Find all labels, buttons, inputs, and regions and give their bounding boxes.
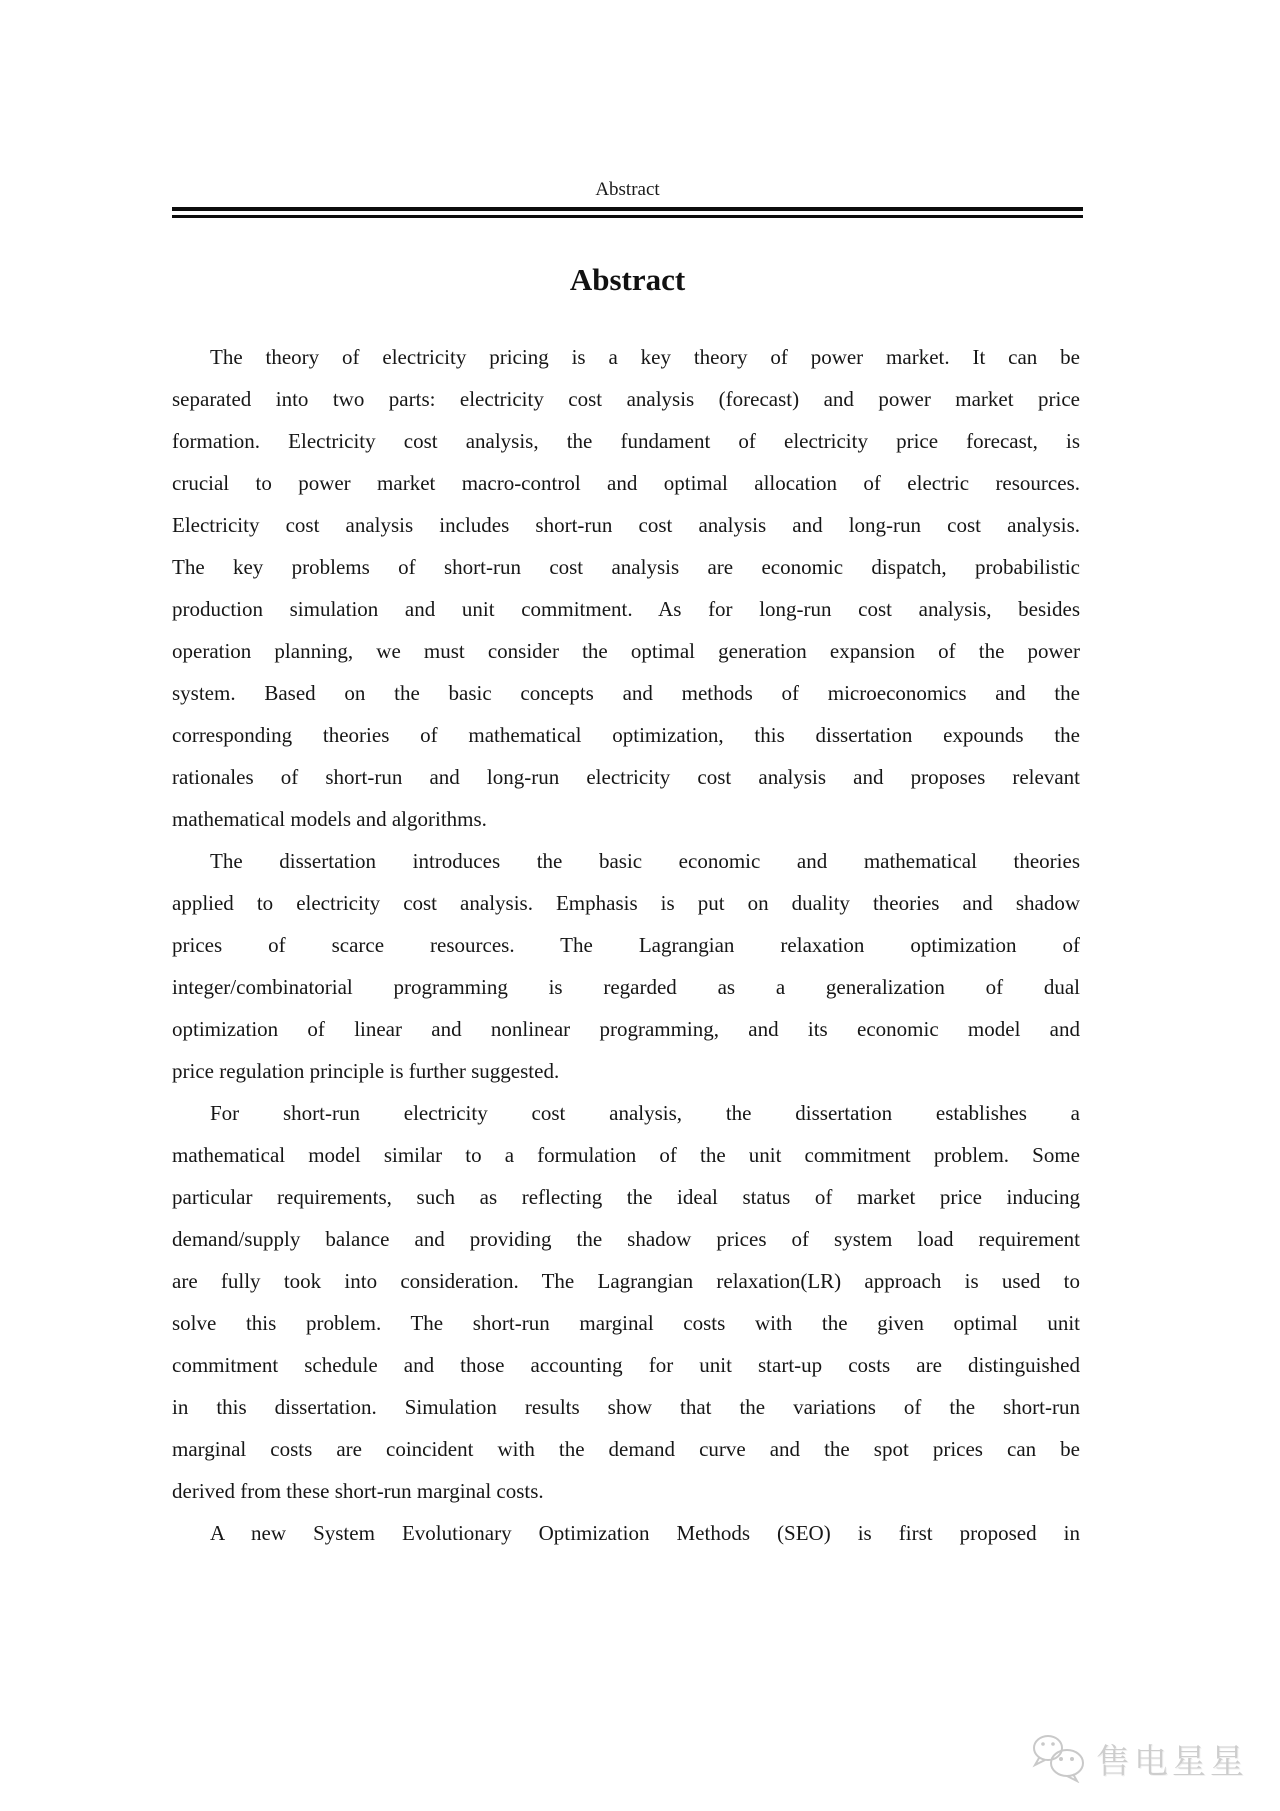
watermark-label: 售电星星 <box>1096 1741 1248 1782</box>
page-title: Abstract <box>569 262 686 297</box>
paragraph-line: mathematical model similar to a formulation of the unit commitment problem. Some <box>172 1143 1080 1167</box>
paragraph-line: system. Based on the basic concepts and methods of microeconomics and the <box>172 681 1080 705</box>
paragraph-line: optimization of linear and nonlinear programming, and its economic model and <box>172 1017 1080 1041</box>
paragraph-line: in this dissertation. Simulation results show that the variations of the short-run <box>172 1395 1080 1419</box>
paragraph-line: integer/combinatorial programming is regarded as a generalization of dual <box>172 975 1080 999</box>
header-double-rule <box>172 207 1083 218</box>
paragraph-line: Electricity cost analysis includes short-run cost analysis and long-run cost analysis. <box>172 513 1080 537</box>
paragraph-line: operation planning, we must consider the optimal generation expansion of the power <box>172 639 1080 663</box>
running-head: Abstract <box>595 179 660 200</box>
paragraph-line: rationales of short-run and long-run electricity cost analysis and proposes relevant <box>172 765 1080 789</box>
paragraph-line: derived from these short-run marginal costs. <box>172 1479 544 1503</box>
paragraph-line: corresponding theories of mathematical optimization, this dissertation expounds the <box>172 723 1080 747</box>
paragraph <box>172 840 1080 1092</box>
watermark <box>1030 1733 1248 1783</box>
paragraph-line: The theory of electricity pricing is a key theory of power market. It can be <box>210 345 1080 369</box>
paragraph-line: applied to electricity cost analysis. Emphasis is put on duality theories and shadow <box>172 891 1080 915</box>
paragraph-line: particular requirements, such as reflecting the ideal status of market price inducing <box>172 1185 1080 1209</box>
paragraph-line: price regulation principle is further suggested. <box>172 1059 560 1083</box>
paragraph-line: mathematical models and algorithms. <box>172 807 487 831</box>
paragraph-line: marginal costs are coincident with the demand curve and the spot prices can be <box>172 1437 1080 1461</box>
paragraph-line: solve this problem. The short-run marginal costs with the given optimal unit <box>172 1311 1080 1335</box>
paragraph-line: A new System Evolutionary Optimization Methods (SEO) is first proposed in <box>210 1521 1080 1545</box>
paragraph-line: The key problems of short-run cost analysis are economic dispatch, probabilistic <box>172 555 1080 579</box>
paragraph-line: prices of scarce resources. The Lagrangian relaxation optimization of <box>172 933 1080 957</box>
paragraph <box>172 336 1080 840</box>
paragraph-line: commitment schedule and those accounting for unit start-up costs are distinguished <box>172 1353 1080 1377</box>
paragraph-line: formation. Electricity cost analysis, the fundament of electricity price forecast, is <box>172 429 1080 453</box>
paragraph-line: production simulation and unit commitment. As for long-run cost analysis, besides <box>172 597 1080 621</box>
paragraph-line: crucial to power market macro-control and optimal allocation of electric resources. <box>172 471 1080 495</box>
paragraph <box>172 1512 1080 1554</box>
abstract-body <box>172 336 1080 1554</box>
paragraph <box>172 1092 1080 1512</box>
wechat-chat-bubbles-icon <box>1030 1733 1088 1783</box>
paragraph-line: separated into two parts: electricity cost analysis (forecast) and power market price <box>172 387 1080 411</box>
paragraph-line: demand/supply balance and providing the shadow prices of system load requirement <box>172 1227 1080 1251</box>
paragraph-line: are fully took into consideration. The Lagrangian relaxation(LR) approach is used to <box>172 1269 1080 1293</box>
paragraph-line: For short-run electricity cost analysis, the dissertation establishes a <box>210 1101 1080 1125</box>
paragraph-line: The dissertation introduces the basic economic and mathematical theories <box>210 849 1080 873</box>
